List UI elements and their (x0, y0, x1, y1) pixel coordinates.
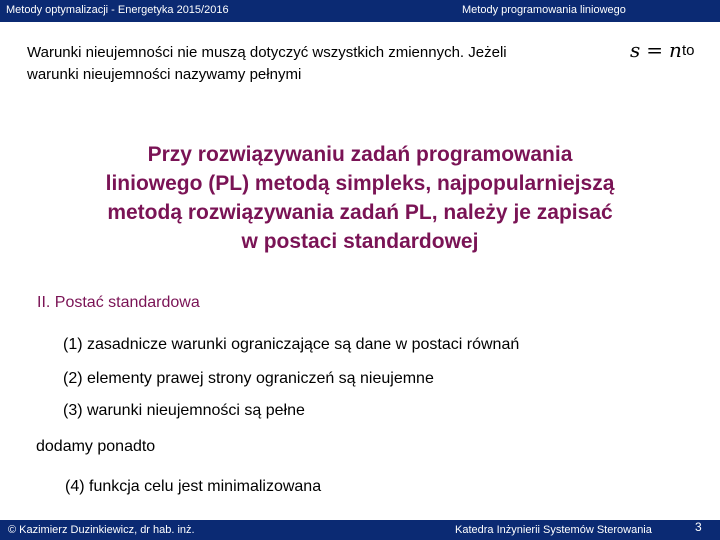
section-title: II. Postać standardowa (37, 294, 200, 311)
condition-item-3: (3) warunki nieujemności są pełne (63, 402, 305, 419)
intro-line-1: Warunki nieujemności nie muszą dotyczyć wszystkich zmiennych. Jeżeli (27, 44, 507, 61)
page-number: 3 (695, 520, 702, 534)
math-formula (630, 38, 682, 62)
footer-author: © Kazimierz Duzinkiewicz, dr hab. inż. (8, 524, 195, 536)
condition-item-4: (4) funkcja celu jest minimalizowana (65, 478, 322, 495)
highlight-line-4: w postaci standardowej (241, 230, 479, 253)
footer-bar (0, 520, 720, 540)
header-topic-title: Metody programowania liniowego (462, 4, 626, 16)
condition-item-1: (1) zasadnicze warunki ograniczające są dane w postaci równań (63, 336, 520, 353)
math-equals: = (646, 38, 664, 62)
highlight-line-3: metodą rozwiązywania zadań PL, należy je zapisać (107, 201, 613, 224)
header-course-title: Metody optymalizacji - Energetyka 2015/2016 (6, 4, 229, 16)
highlight-statement (50, 140, 670, 256)
intro-after-math: to (682, 42, 695, 59)
math-rhs: n (669, 38, 682, 62)
highlight-line-1: Przy rozwiązywaniu zadań programowania (147, 143, 573, 166)
highlight-line-2: liniowego (PL) metodą simpleks, najpopularniejszą (105, 172, 615, 195)
extra-text: dodamy ponadto (36, 438, 156, 455)
footer-department: Katedra Inżynierii Systemów Sterowania (455, 524, 652, 536)
header-bar (0, 0, 720, 22)
math-lhs: s (630, 38, 641, 62)
intro-line-2: warunki nieujemności nazywamy pełnymi (27, 66, 302, 83)
condition-item-2: (2) elementy prawej strony ograniczeń są nieujemne (63, 370, 434, 387)
